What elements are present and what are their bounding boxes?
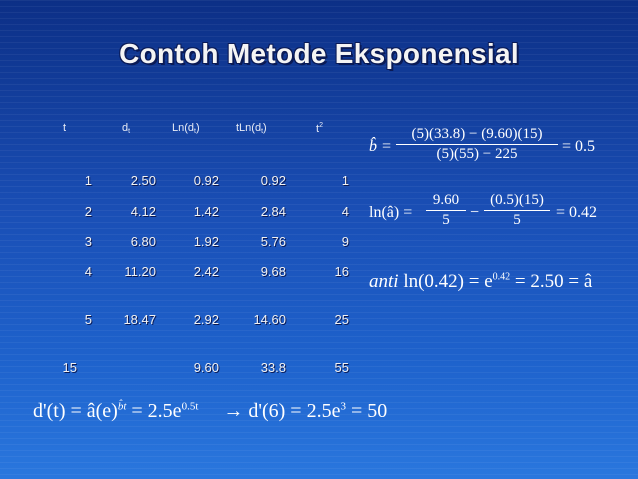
- b-hat-numerator: (5)(33.8) − (9.60)(15): [396, 126, 558, 145]
- ln-a-hat-minus: −: [470, 204, 480, 221]
- ln-a-hat-fraction-2-denominator: 5: [513, 212, 521, 228]
- cell-tln: 9.68: [260, 264, 286, 279]
- cell-t2: 9: [341, 234, 349, 249]
- slide-title: Contoh Metode Eksponensial: [119, 38, 519, 69]
- cell-dt: 6.80: [130, 234, 156, 249]
- b-hat-fraction: [396, 126, 558, 163]
- cell-ln: 2.42: [193, 264, 219, 279]
- cell-t2: 4: [341, 204, 349, 219]
- anti-ln-exponent: 0.42: [492, 271, 511, 283]
- b-hat-lhs: b̂ =: [369, 138, 392, 155]
- b-hat-denominator: (5)(55) − 225: [436, 146, 518, 162]
- header-t-squared: $t^2$: [316, 122, 323, 135]
- cell-tln: 2.84: [260, 204, 286, 219]
- ln-a-hat-fraction-2: [484, 192, 550, 229]
- final-part-2-exponent: 0.5t: [181, 400, 199, 413]
- total-tln: 33.8: [260, 360, 286, 375]
- ln-a-hat-fraction-1-numerator: 9.60: [426, 192, 466, 211]
- final-part-4: = 50: [350, 400, 388, 422]
- anti-ln-expression: ln(0.42) = e: [403, 271, 493, 292]
- cell-t: 5: [84, 312, 92, 327]
- final-part-3-exponent: 3: [340, 400, 346, 413]
- cell-ln: 1.92: [193, 234, 219, 249]
- anti-word: anti: [369, 271, 399, 292]
- cell-t2: 1: [341, 173, 349, 188]
- header-t-ln-dt: $tLn(d_t)$: [236, 122, 267, 135]
- total-ln: 9.60: [193, 360, 219, 375]
- header-ln-dt: $Ln(d_t)$: [172, 122, 200, 135]
- final-part-2: = 2.5e: [131, 400, 182, 422]
- cell-dt: 2.50: [130, 173, 156, 188]
- cell-ln: 2.92: [193, 312, 219, 327]
- cell-tln: 14.60: [253, 312, 286, 327]
- total-t2: 55: [334, 360, 349, 375]
- cell-dt: 4.12: [130, 204, 156, 219]
- total-t: 15: [62, 360, 77, 375]
- final-part-1: d'(t) = â(e): [33, 400, 118, 422]
- ln-a-hat-fraction-1-denominator: 5: [442, 212, 450, 228]
- cell-t: 2: [84, 204, 92, 219]
- cell-t2: 25: [334, 312, 349, 327]
- ln-a-hat-result: = 0.42: [556, 204, 598, 221]
- final-part-3: → d'(6) = 2.5e: [223, 400, 341, 422]
- ln-a-hat-lhs: ln(â) =: [369, 204, 413, 221]
- ln-a-hat-fraction-2-numerator: (0.5)(15): [484, 192, 550, 211]
- ln-a-hat-fraction-1: [426, 192, 466, 229]
- cell-t2: 16: [334, 264, 349, 279]
- cell-t: 1: [84, 173, 92, 188]
- cell-t: 4: [84, 264, 92, 279]
- cell-dt: 18.47: [123, 312, 156, 327]
- formula-anti-ln: [369, 271, 592, 293]
- header-dt: $d_t$: [122, 122, 131, 135]
- header-t: t: [63, 122, 67, 134]
- cell-tln: 0.92: [260, 173, 286, 188]
- anti-ln-result: = 2.50 = â: [514, 271, 593, 292]
- formula-final: [33, 400, 387, 423]
- cell-ln: 1.42: [193, 204, 219, 219]
- cell-dt: 11.20: [124, 264, 156, 279]
- cell-ln: 0.92: [193, 173, 219, 188]
- cell-tln: 5.76: [260, 234, 286, 249]
- b-hat-result: = 0.5: [562, 138, 596, 155]
- final-part-1-exponent: b̂t: [117, 400, 127, 413]
- cell-t: 3: [84, 234, 92, 249]
